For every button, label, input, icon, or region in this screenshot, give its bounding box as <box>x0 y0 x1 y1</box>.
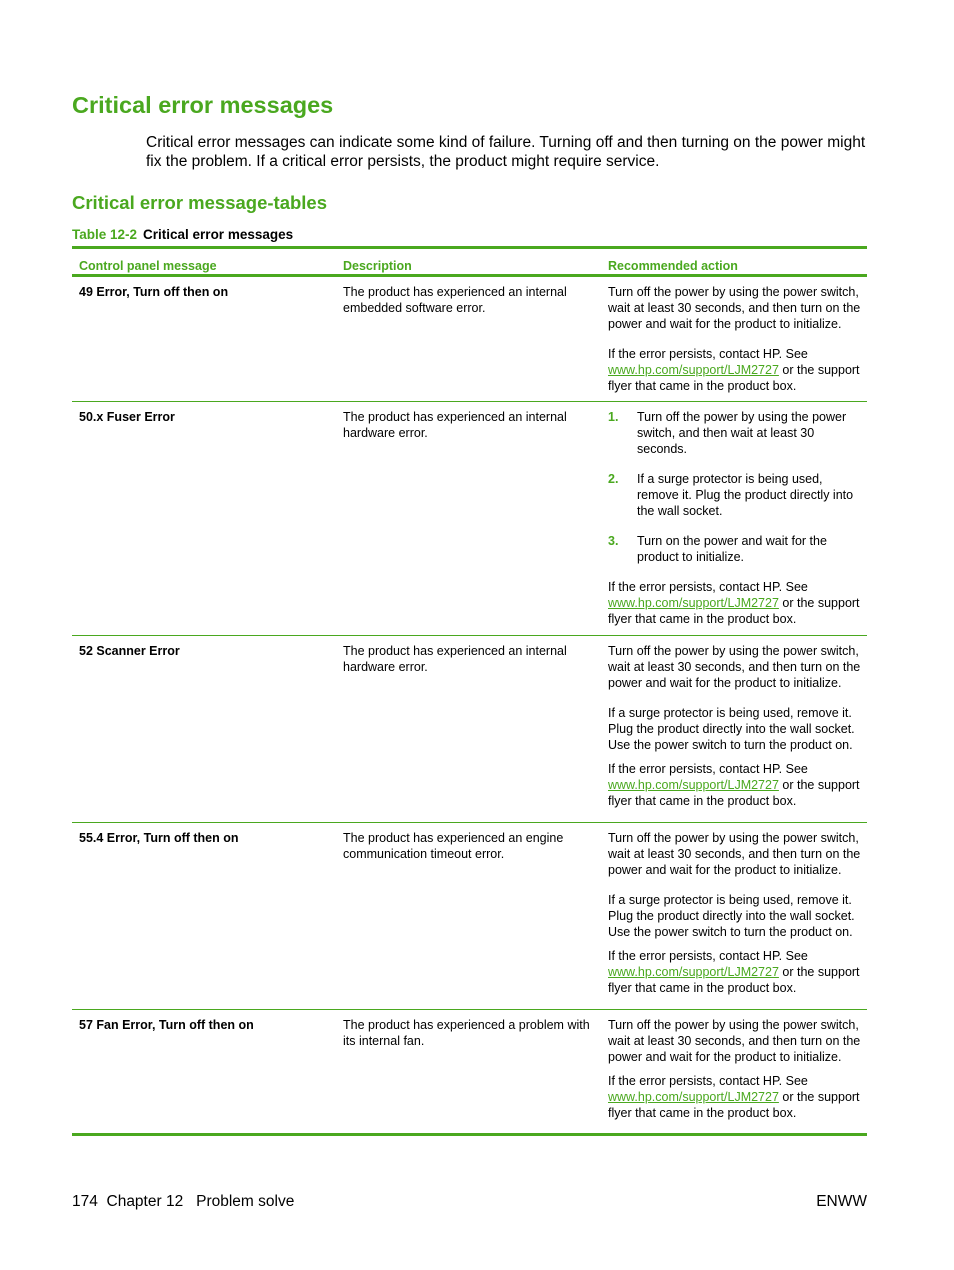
section-title: Critical error message-tables <box>72 192 328 213</box>
step-number: 2. <box>608 472 619 486</box>
persist-text <box>608 346 865 394</box>
step-number: 1. <box>608 410 619 424</box>
persist-text <box>608 1073 865 1121</box>
step-text: Turn on the power and wait for the product to initialize. <box>637 534 827 564</box>
table-row <box>72 823 867 1010</box>
action-text: If a surge protector is being used, remove it. Plug the product directly into the wall socket. Use the power switch to turn the product on. <box>608 893 855 939</box>
list-item <box>608 409 865 457</box>
table-row <box>72 277 867 402</box>
action-cell <box>602 277 867 401</box>
header-description: Description <box>343 259 412 273</box>
persist-text <box>608 948 865 996</box>
persist-pre: If the error persists, contact HP. See <box>608 580 808 594</box>
table-caption <box>72 227 293 242</box>
support-link[interactable]: www.hp.com/support/LJM2727 <box>608 1090 779 1104</box>
persist-post: or the support flyer that came in the product box. <box>608 596 860 626</box>
footer-label: ENWW <box>816 1193 867 1210</box>
table-header-row <box>72 246 867 277</box>
table-caption-number: Table 12-2 <box>72 227 138 242</box>
support-link[interactable]: www.hp.com/support/LJM2727 <box>608 596 779 610</box>
list-item <box>608 533 865 565</box>
footer-chapter-title: Problem solve <box>196 1193 295 1210</box>
step-text: Turn off the power by using the power switch, and then wait at least 30 seconds. <box>637 410 847 456</box>
page-number: 174 <box>72 1193 98 1210</box>
description-cell: The product has experienced an internal hardware error. <box>343 644 567 674</box>
action-text: Turn off the power by using the power switch, wait at least 30 seconds, and then turn on the power and wait for the product to initialize. <box>608 285 861 331</box>
table-row <box>72 1010 867 1136</box>
intro-paragraph: Critical error messages can indicate some kind of failure. Turning off and then turning on the power might fix the problem. If a critical error persists, the product might require service. <box>146 134 866 170</box>
step-number: 3. <box>608 534 619 548</box>
action-cell <box>602 823 867 1009</box>
action-text: Turn off the power by using the power switch, wait at least 30 seconds, and then turn on the power and wait for the product to initialize. <box>608 831 861 877</box>
persist-post: or the support flyer that came in the product box. <box>608 363 860 393</box>
table-caption-title: Critical error messages <box>143 227 294 242</box>
step-text: If a surge protector is being used, remove it. Plug the product directly into the wall socket. <box>637 472 854 518</box>
message-cell: 57 Fan Error, Turn off then on <box>79 1018 254 1032</box>
action-text: If a surge protector is being used, remove it. Plug the product directly into the wall socket. Use the power switch to turn the product on. <box>608 706 855 752</box>
action-cell <box>602 402 867 635</box>
persist-pre: If the error persists, contact HP. See <box>608 762 808 776</box>
action-text: Turn off the power by using the power switch, wait at least 30 seconds, and then turn on the power and wait for the product to initialize. <box>608 1018 861 1064</box>
steps-list <box>608 409 865 565</box>
persist-pre: If the error persists, contact HP. See <box>608 1074 808 1088</box>
support-link[interactable]: www.hp.com/support/LJM2727 <box>608 778 779 792</box>
persist-post: or the support flyer that came in the product box. <box>608 778 860 808</box>
support-link[interactable]: www.hp.com/support/LJM2727 <box>608 363 779 377</box>
message-cell: 49 Error, Turn off then on <box>79 285 229 299</box>
message-cell: 55.4 Error, Turn off then on <box>79 831 239 845</box>
page-title: Critical error messages <box>72 92 334 118</box>
support-link[interactable]: www.hp.com/support/LJM2727 <box>608 965 779 979</box>
persist-text <box>608 761 865 809</box>
description-cell: The product has experienced an internal hardware error. <box>343 410 567 440</box>
message-cell: 52 Scanner Error <box>79 644 180 658</box>
action-text: Turn off the power by using the power switch, wait at least 30 seconds, and then turn on the power and wait for the product to initialize. <box>608 644 861 690</box>
description-cell: The product has experienced an engine communication timeout error. <box>343 831 564 861</box>
page-footer <box>72 1193 294 1211</box>
action-cell <box>602 636 867 822</box>
table-row <box>72 402 867 636</box>
persist-pre: If the error persists, contact HP. See <box>608 347 808 361</box>
header-control-panel-message: Control panel message <box>79 259 217 273</box>
critical-error-table <box>72 246 867 1136</box>
description-cell: The product has experienced a problem with its internal fan. <box>343 1018 590 1048</box>
action-cell <box>602 1010 867 1133</box>
description-cell: The product has experienced an internal embedded software error. <box>343 285 567 315</box>
persist-text <box>608 579 865 627</box>
header-recommended-action: Recommended action <box>608 259 738 273</box>
message-cell: 50.x Fuser Error <box>79 410 175 424</box>
persist-pre: If the error persists, contact HP. See <box>608 949 808 963</box>
table-row <box>72 636 867 823</box>
persist-post: or the support flyer that came in the product box. <box>608 965 860 995</box>
persist-post: or the support flyer that came in the product box. <box>608 1090 860 1120</box>
footer-chapter: Chapter 12 <box>106 1193 184 1210</box>
list-item <box>608 471 865 519</box>
